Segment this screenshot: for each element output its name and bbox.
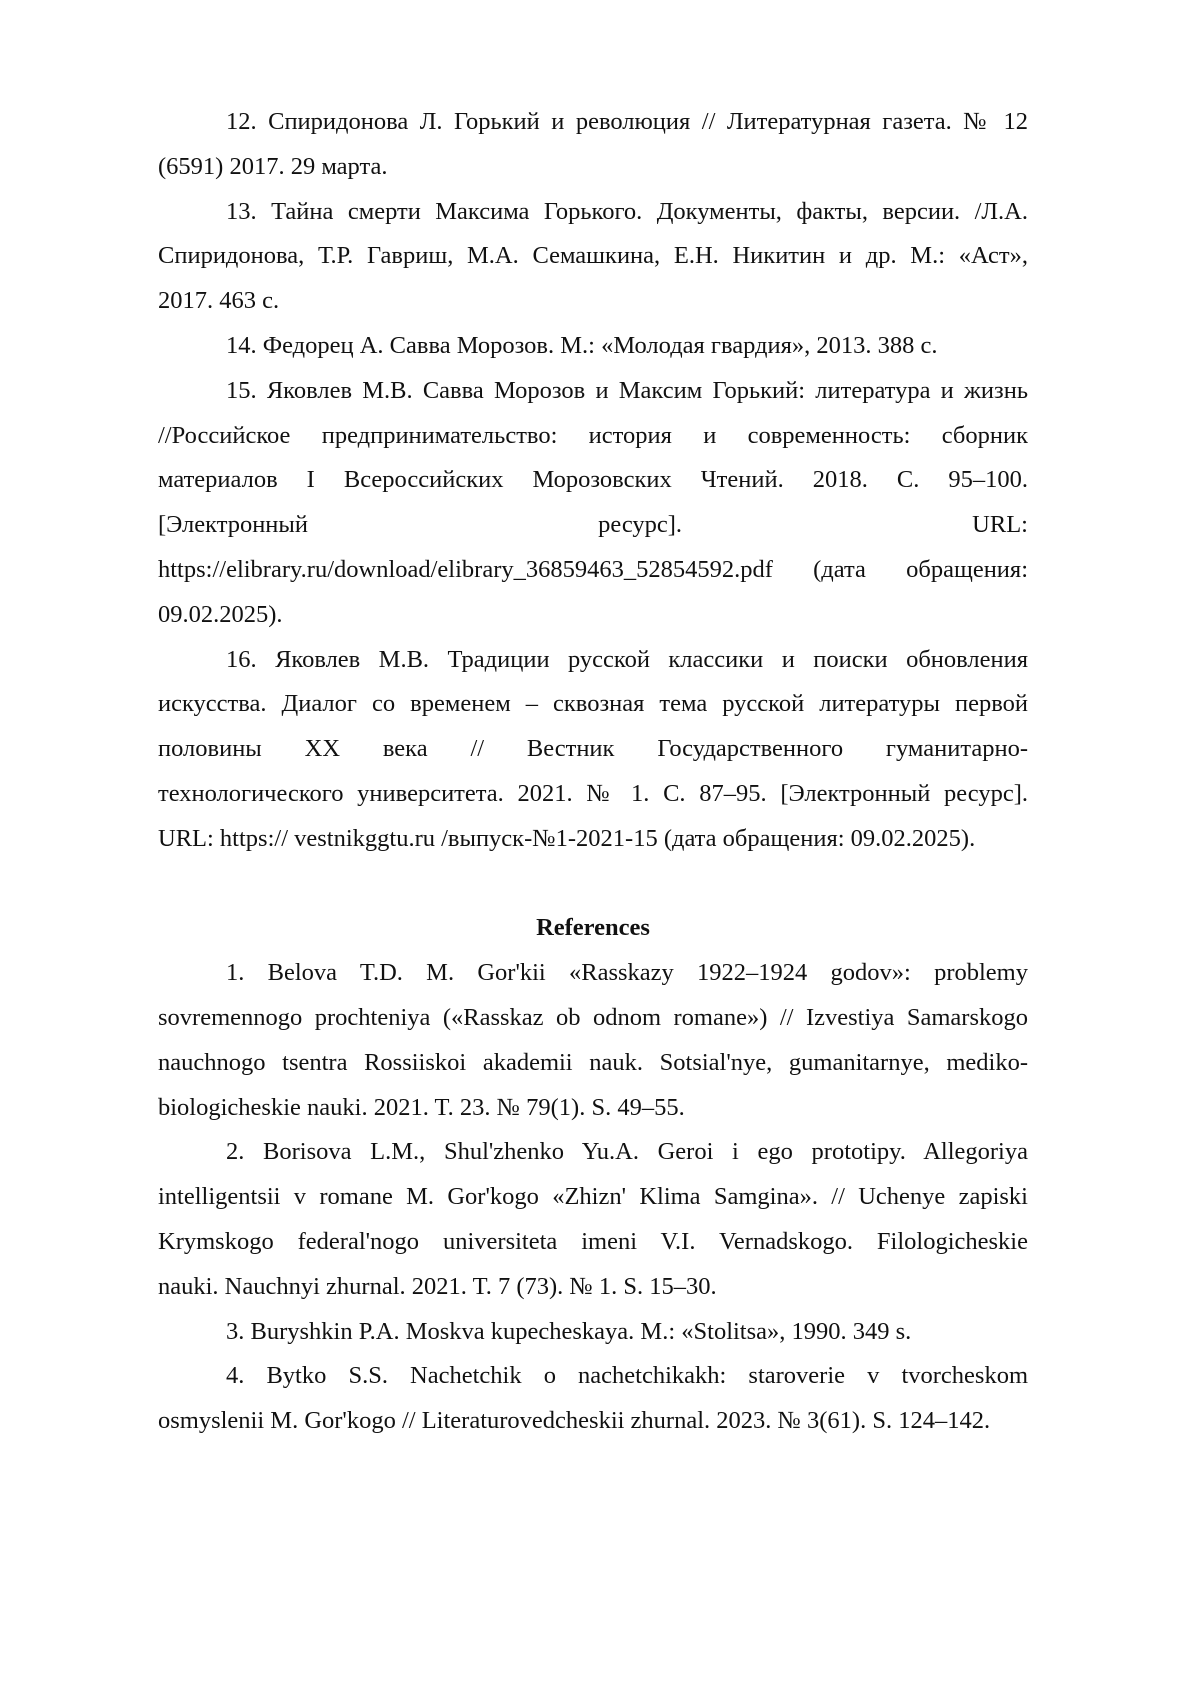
reference-line: sovremennogo prochteniya («Rasskaz ob odnom romane») // Izvestiya Samarskogo [158,996,1028,1041]
reference-entry [158,1130,1028,1309]
reference-entry [158,1354,1028,1444]
document-page [158,100,1028,1444]
reference-line: https://elibrary.ru/download/elibrary_36859463_52854592.pdf (дата обращения: [158,548,1028,593]
reference-line: (6591) 2017. 29 марта. [158,145,1028,190]
reference-line: материалов I Всероссийских Морозовских Чтений. 2018. С. 95–100. [158,458,1028,503]
reference-entry [158,951,1028,1130]
reference-line: nauchnogo tsentra Rossiiskoi akademii nauk. Sotsial'nye, gumanitarnye, mediko- [158,1041,1028,1086]
reference-line: 09.02.2025). [158,593,1028,638]
reference-line: 2017. 463 с. [158,279,1028,324]
reference-line: 1. Belova T.D. M. Gor'kii «Rasskazy 1922–1924 godov»: problemy [158,951,1028,996]
reference-line: Спиридонова, Т.Р. Гавриш, М.А. Семашкина, Е.Н. Никитин и др. М.: «Аст», [158,234,1028,279]
reference-line: 15. Яковлев М.В. Савва Морозов и Максим Горький: литература и жизнь [158,369,1028,414]
reference-line: biologicheskie nauki. 2021. T. 23. № 79(1). S. 49–55. [158,1086,1028,1131]
reference-line: технологического университета. 2021. № 1. С. 87–95. [Электронный ресурс]. [158,772,1028,817]
reference-line: 12. Спиридонова Л. Горький и революция // Литературная газета. № 12 [158,100,1028,145]
reference-line: 13. Тайна смерти Максима Горького. Документы, факты, версии. /Л.А. [158,190,1028,235]
reference-line: nauki. Nauchnyi zhurnal. 2021. T. 7 (73). № 1. S. 15–30. [158,1265,1028,1310]
reference-entry [158,1310,1028,1355]
reference-entry [158,324,1028,369]
reference-line: 16. Яковлев М.В. Традиции русской классики и поиски обновления [158,638,1028,683]
reference-line: 4. Bytko S.S. Nachetchik o nachetchikakh: staroverie v tvorcheskom [158,1354,1028,1399]
reference-entry [158,190,1028,324]
reference-line: Krymskogo federal'nogo universiteta imeni V.I. Vernadskogo. Filologicheskie [158,1220,1028,1265]
reference-line: 14. Федорец А. Савва Морозов. М.: «Молодая гвардия», 2013. 388 с. [158,324,1028,369]
reference-entry [158,100,1028,190]
reference-line: //Российское предпринимательство: история и современность: сборник [158,414,1028,459]
reference-line: 3. Buryshkin P.A. Moskva kupecheskaya. M.: «Stolitsa», 1990. 349 s. [158,1310,1028,1355]
reference-line: [Электронный ресурс]. URL: [158,503,1028,548]
reference-line: URL: https:// vestnikggtu.ru /выпуск-№1-2021-15 (дата обращения: 09.02.2025). [158,817,1028,862]
reference-line: intelligentsii v romane M. Gor'kogo «Zhizn' Klima Samgina». // Uchenye zapiski [158,1175,1028,1220]
reference-line: искусства. Диалог со временем – сквозная тема русской литературы первой [158,682,1028,727]
reference-entry [158,638,1028,862]
references-list [158,951,1028,1444]
reference-line: 2. Borisova L.M., Shul'zhenko Yu.A. Geroi i ego prototipy. Allegoriya [158,1130,1028,1175]
reference-line: половины XX века // Вестник Государственного гуманитарно- [158,727,1028,772]
bibliography-list [158,100,1028,862]
reference-entry [158,369,1028,638]
references-heading: References [158,906,1028,951]
reference-line: osmyslenii M. Gor'kogo // Literaturovedcheskii zhurnal. 2023. № 3(61). S. 124–142. [158,1399,1028,1444]
